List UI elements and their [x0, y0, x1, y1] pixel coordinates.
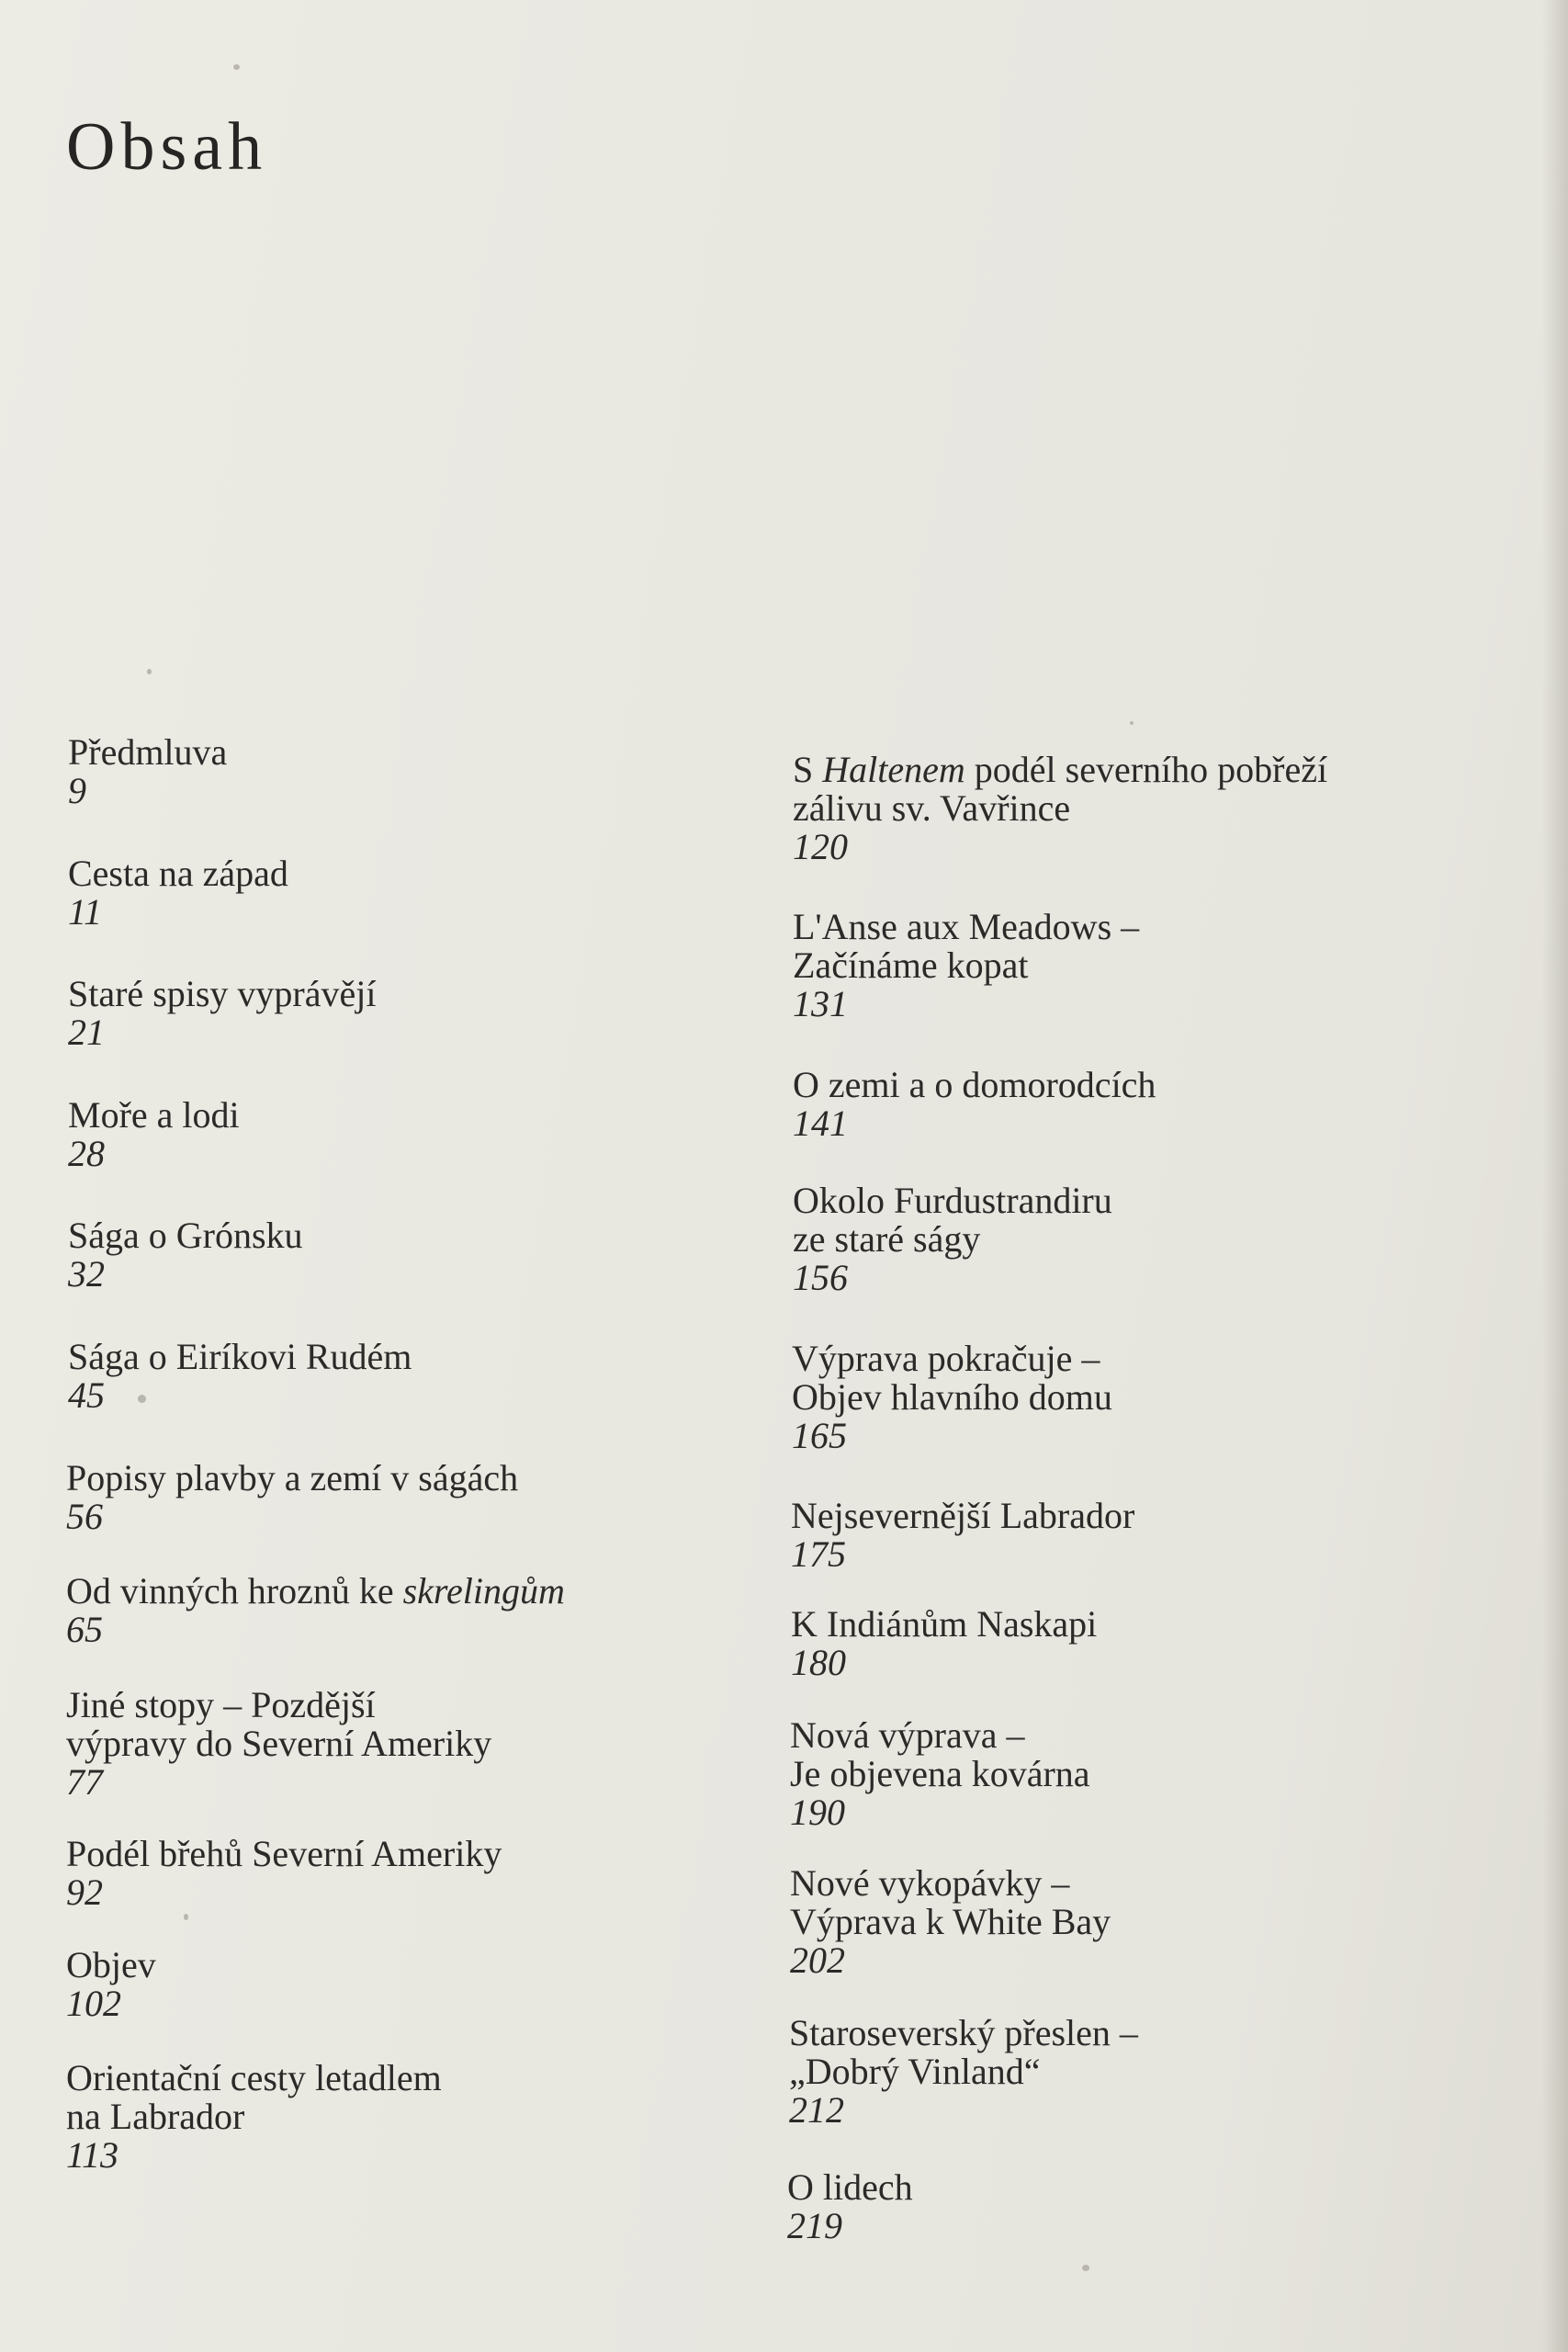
toc-entry-orientacni-cesty: [66, 2059, 442, 2175]
paper-speck: [233, 64, 240, 70]
toc-entry-title: Sága o Eiríkovi Rudém: [68, 1336, 412, 1377]
toc-entry-popisy-plavby: [66, 1459, 518, 1536]
toc-entry-od-vinnych-hroznu: [66, 1572, 565, 1649]
toc-entry-title-line1: L'Anse aux Meadows –: [793, 906, 1140, 947]
toc-entry-title-line2: na Labrador: [66, 2096, 245, 2137]
toc-entry-saga-o-gronsku: [68, 1216, 303, 1294]
toc-entry-title: K Indiánům Naskapi: [791, 1603, 1098, 1645]
paper-speck: [147, 669, 152, 674]
toc-entry-title-line1: Nové vykopávky –: [790, 1862, 1070, 1904]
toc-entry-page: 202: [790, 1939, 845, 1981]
toc-entry-cesta-na-zapad: [68, 854, 288, 932]
toc-entry-title-line2: ze staré ságy: [793, 1218, 981, 1260]
toc-entry-page: 21: [68, 1012, 105, 1053]
page-edge-shadow: [1542, 0, 1568, 2352]
toc-entry-objev: [66, 1946, 156, 2023]
toc-entry-title-text: podél severního pobřeží: [964, 749, 1328, 790]
toc-entry-title-line1: Okolo Furdustrandiru: [793, 1180, 1112, 1221]
toc-entry-jine-stopy: [66, 1686, 491, 1802]
toc-entry-page: 11: [68, 891, 103, 933]
toc-entry-title-line1: [793, 751, 1327, 789]
toc-entry-page: 45: [68, 1374, 105, 1416]
toc-entry-title-text: S: [793, 749, 823, 790]
toc-entry-nejsevernejsi-labrador: [791, 1497, 1134, 1574]
toc-entry-title: [66, 1572, 565, 1611]
toc-entry-nove-vykopavky: [790, 1864, 1111, 1980]
toc-entry-lanse-aux-meadows: [793, 908, 1139, 1023]
toc-entry-title-line2: Je objevena kovárna: [790, 1753, 1090, 1794]
toc-entry-podel-brehu: [66, 1835, 502, 1912]
toc-entry-page: 219: [787, 2205, 842, 2246]
paper-speck: [138, 1395, 146, 1403]
toc-entry-title-line1: Jiné stopy – Pozdější: [66, 1684, 376, 1725]
toc-entry-title-line1: Staroseverský přeslen –: [789, 2012, 1138, 2053]
toc-entry-page: 180: [791, 1642, 846, 1683]
toc-entry-o-zemi: [793, 1066, 1156, 1143]
toc-entry-predmluva: [68, 733, 227, 810]
toc-entry-vyprava-pokracuje: [792, 1340, 1112, 1455]
toc-entry-title: O lidech: [787, 2166, 913, 2208]
toc-entry-title: Cesta na západ: [68, 853, 288, 894]
toc-entry-page: 113: [66, 2134, 119, 2176]
page-title: Obsah: [66, 109, 268, 185]
toc-entry-page: 9: [68, 770, 86, 811]
toc-entry-saga-o-eirikovi: [68, 1338, 412, 1415]
toc-entry-page: 165: [792, 1415, 847, 1456]
toc-entry-title-line2: zálivu sv. Vavřince: [793, 787, 1071, 829]
toc-entry-k-indianum: [791, 1605, 1097, 1682]
toc-entry-more-a-lodi: [68, 1096, 240, 1173]
toc-entry-staroseversky-preslen: [789, 2014, 1138, 2130]
toc-entry-page: 77: [66, 1761, 103, 1803]
toc-entry-title-line1: Výprava pokračuje –: [792, 1338, 1100, 1379]
toc-entry-title-line1: Nová výprava –: [790, 1714, 1025, 1756]
toc-entry-title-line2: Objev hlavního domu: [792, 1376, 1112, 1418]
toc-entry-page: 32: [68, 1253, 105, 1295]
toc-entry-page: 212: [789, 2089, 844, 2131]
toc-entry-title: Staré spisy vyprávějí: [68, 973, 377, 1014]
toc-entry-page: 28: [68, 1133, 105, 1174]
toc-entry-page: 156: [793, 1257, 848, 1298]
paper-speck: [184, 1914, 188, 1920]
toc-entry-title: Objev: [66, 1944, 156, 1985]
toc-entry-title: Popisy plavby a zemí v ságách: [66, 1457, 519, 1498]
toc-entry-o-lidech: [787, 2168, 913, 2245]
toc-entry-title: O zemi a o domorodcích: [793, 1064, 1156, 1105]
toc-entry-title-line2: výpravy do Severní Ameriky: [66, 1723, 492, 1764]
toc-entry-page: 120: [793, 826, 848, 867]
toc-entry-title: Sága o Grónsku: [68, 1215, 303, 1256]
toc-entry-page: 65: [66, 1609, 103, 1650]
toc-entry-page: 190: [790, 1792, 845, 1833]
toc-entry-title-line2: „Dobrý Vinland“: [789, 2051, 1041, 2092]
toc-entry-page: 92: [66, 1871, 103, 1913]
toc-entry-title: Nejsevernější Labrador: [791, 1495, 1135, 1536]
toc-entry-title-line1: Orientační cesty letadlem: [66, 2057, 442, 2098]
toc-entry-page: 102: [66, 1983, 121, 2024]
toc-entry-page: 175: [791, 1533, 846, 1575]
toc-entry-page: 131: [793, 983, 848, 1024]
toc-entry-title-line2: Výprava k White Bay: [790, 1901, 1111, 1942]
toc-entry-title: Předmluva: [68, 731, 228, 773]
toc-entry-s-haltenem: [793, 751, 1327, 866]
toc-entry-title: Podél břehů Severní Ameriky: [66, 1833, 502, 1874]
toc-entry-stare-spisy: [68, 975, 377, 1052]
toc-entry-title-line2: Začínáme kopat: [793, 944, 1029, 986]
toc-entry-nova-vyprava: [790, 1716, 1090, 1832]
paper-speck: [1082, 2265, 1089, 2271]
toc-entry-page: 56: [66, 1496, 103, 1537]
toc-entry-page: 141: [793, 1102, 848, 1144]
toc-entry-title-italic: Haltenem: [822, 749, 965, 790]
toc-entry-okolo-furdustrandiru: [793, 1182, 1112, 1297]
toc-entry-title-text: Od vinných hroznů ke: [66, 1570, 403, 1611]
paper-speck: [1130, 721, 1134, 725]
toc-entry-title-italic: skrelingům: [402, 1570, 565, 1611]
toc-entry-title: Moře a lodi: [68, 1094, 240, 1136]
